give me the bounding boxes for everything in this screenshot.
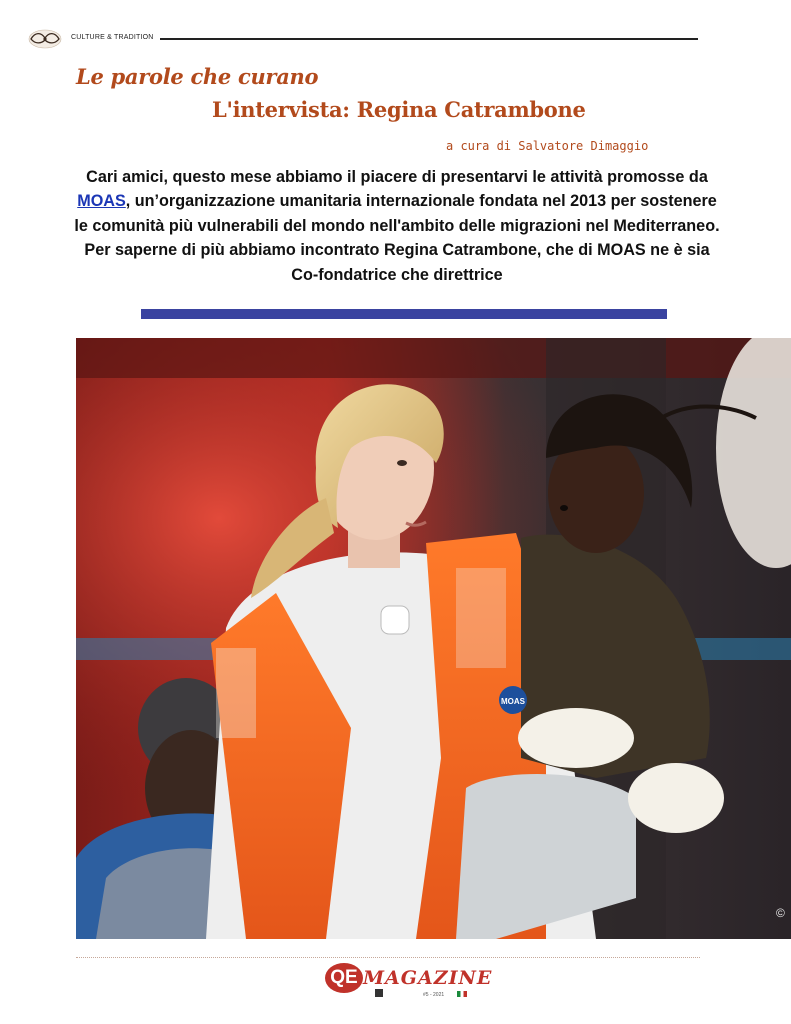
italian-flag-icon <box>457 991 467 997</box>
qr-code-icon <box>375 989 383 997</box>
moas-link[interactable]: MOAS <box>77 192 126 211</box>
article-title: L'intervista: Regina Catrambone <box>212 97 586 122</box>
logo-qe-badge: QE <box>325 963 363 993</box>
article-photo <box>76 338 791 939</box>
logo-issue-number: #5 - 2021 <box>423 992 445 998</box>
section-divider-bar <box>141 309 667 319</box>
intro-text-start: Cari amici, questo mese abbiamo il piacere di presentarvi le attività promosse da <box>86 168 708 186</box>
footer-divider <box>76 957 700 958</box>
article-kicker: Le parole che curano <box>76 64 319 89</box>
header-divider <box>160 38 698 40</box>
article-intro <box>70 165 724 287</box>
ornamental-logo-icon <box>27 28 63 50</box>
copyright-mark: © <box>776 906 785 920</box>
magazine-logo <box>325 961 493 1003</box>
section-label: CULTURE & TRADITION <box>71 34 154 41</box>
article-byline: a cura di Salvatore Dimaggio <box>446 139 649 153</box>
logo-magazine-wordmark: MAGAZINE <box>363 967 493 989</box>
intro-text-end: , un’organizzazione umanitaria internazionale fondata nel 2013 per sostenere le comunità più vulnerabili del mondo nell'ambito delle migrazioni nel Mediterraneo. Per saperne di più abbiamo incontrato Regina Catrambone, che di MOAS ne è sia Co-fondatrice che direttrice <box>74 192 720 284</box>
vest-badge-text: MOAS <box>501 697 525 706</box>
